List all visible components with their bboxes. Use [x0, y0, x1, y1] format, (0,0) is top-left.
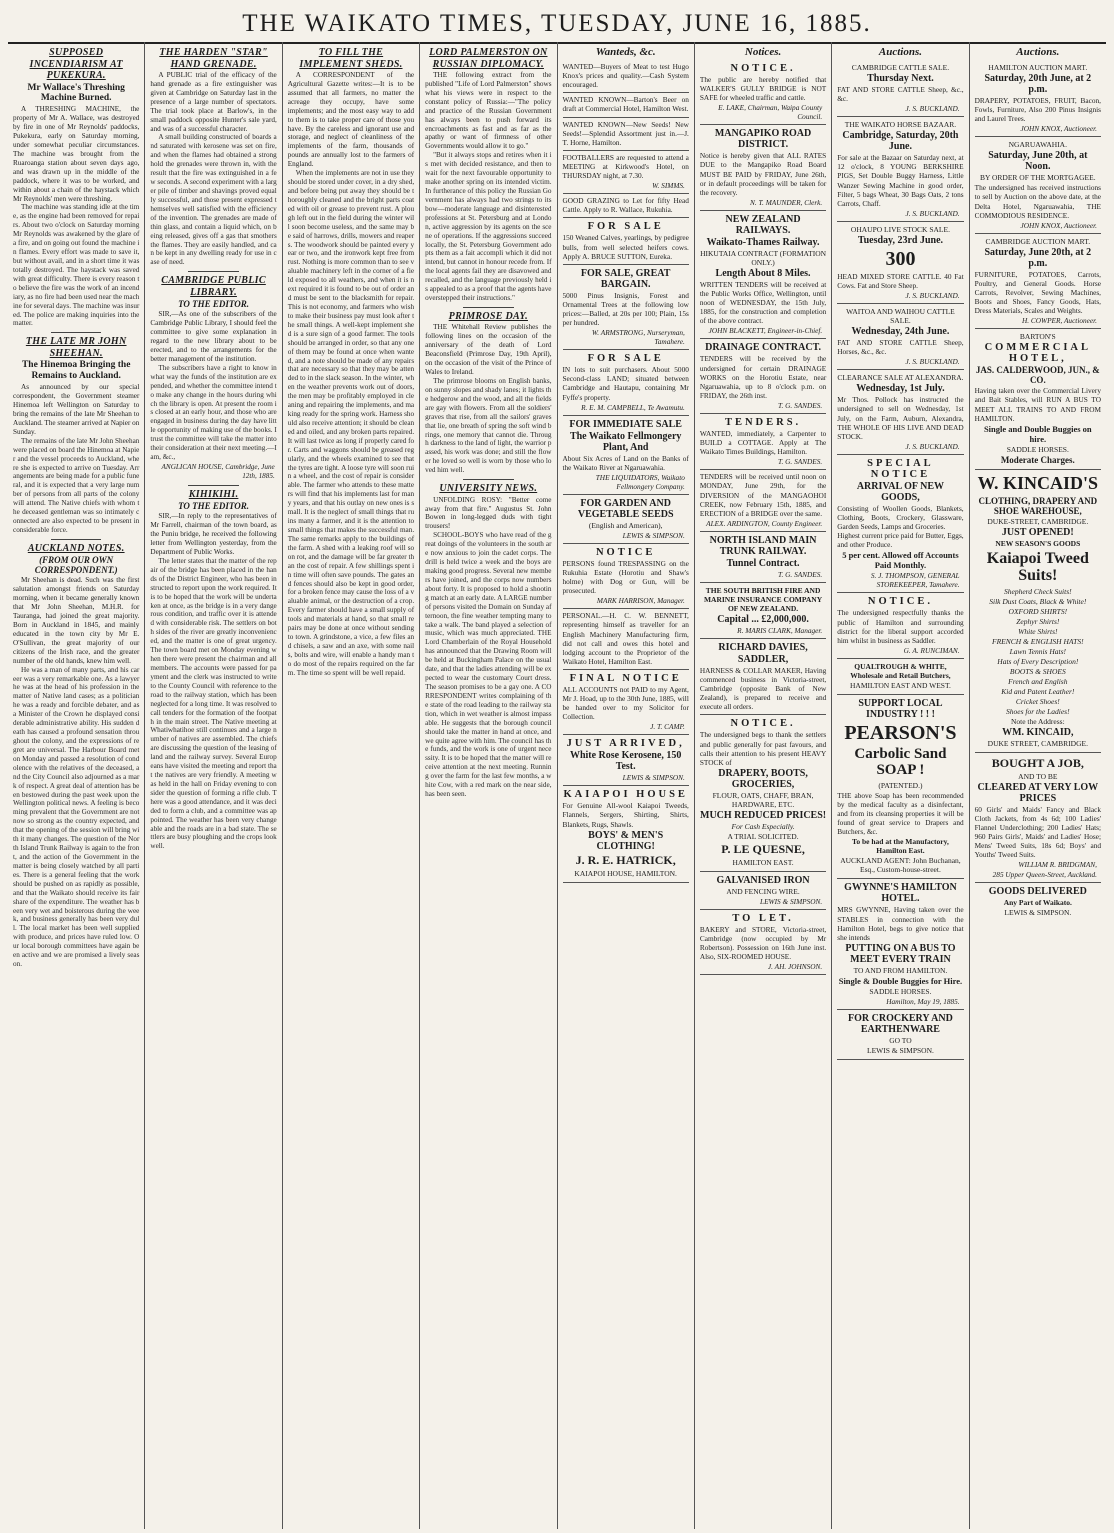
ad-goods: DRAPERY, BOOTS, GROCERIES, — [718, 767, 808, 790]
article-title: CAMBRIDGE PUBLIC LIBRARY. — [161, 275, 266, 298]
ad-signature: LEWIS & SIMPSON. — [622, 773, 685, 783]
masthead — [8, 6, 1106, 44]
ad-heading: FOR IMMEDIATE SALE — [569, 418, 682, 430]
ad-line: Silk Dust Coats, Black & White! — [989, 596, 1087, 606]
ad-heading: GALVANISED IRON — [716, 875, 810, 887]
for-sale-ad — [563, 265, 689, 350]
column-3 — [283, 42, 420, 1529]
ad-body: Having taken over the Commercial Livery and Bait Stables, will RUN A BUS TO MEET ALL TRAINS TO AND FROM HAMILTON. — [974, 386, 1101, 423]
article-body: As announced by our special correspondent, the Government steamer Hinemoa left Wellington on Saturday to bring the remains of the late Mr Sheehan to Auckland. The steamer arrived at Napier on Sunday. — [13, 383, 140, 436]
ad-subhead: BOYS' & MEN'S CLOTHING! — [588, 829, 664, 852]
ad-proprietors: JAS. CALDERWOOD, JUN., & CO. — [975, 365, 1100, 386]
store-notice — [700, 715, 826, 872]
ad-line: Shepherd Check Suits! — [1004, 586, 1072, 596]
column-1 — [8, 42, 145, 1529]
ad-agent: AUCKLAND AGENT: John Buchanan, Esq., Custom-house-street. — [840, 856, 961, 875]
ad-heading: MANGAPIKO ROAD DISTRICT. — [714, 128, 812, 151]
ad-body: Notice is hereby given that ALL RATES DUE to the Mangapiko Road Board MUST BE PAID by FRIDAY, June 26th, or in default proceedings will be taken for the recovery. — [699, 151, 827, 197]
article-kihikihi — [150, 489, 276, 852]
article-grenade — [150, 47, 276, 267]
article-title: TO FILL THE IMPLEMENT SHEDS. — [299, 47, 403, 70]
ad-heading: FOR SALE — [587, 221, 664, 233]
auction-ad — [975, 234, 1101, 330]
ad-body-2: Highest current price paid for Butter, Eggs, and other Produce. — [837, 531, 964, 550]
auction-ad — [837, 304, 963, 370]
ad-line: OXFORD SHIRTS! — [1008, 606, 1068, 616]
article-body: A CORRESPONDENT of the Agricultural Gazette writes:—It is to be assumed that all farmers, no matter the acreage they occupy, have some implements; and the most easy way to add to them is to take proper care of those you have. By the careless and ignorant use and storage, and neglect of cleanliness of the implements of the farm, thousands of pounds are annually lost to the farmers of England. — [287, 71, 415, 169]
auction-ad — [837, 370, 963, 455]
ad-signature: Hamilton, May 19, 1885. — [886, 996, 960, 1006]
ad-sub: AND FENCING WIRE. — [726, 887, 800, 897]
ad-signature: W. ARMSTRONG, Nurseryman, Tamahere. — [591, 328, 685, 347]
ad-date: Tuesday, 23rd June. — [857, 234, 944, 246]
ad-address: KAIAPOI HOUSE, HAMILTON. — [574, 868, 677, 878]
ad-sub: BY ORDER OF THE MORTGAGEE. — [980, 173, 1096, 183]
ad-body: BAKERY and STORE, Victoria-street, Cambridge (now occupied by Mr Robertson). Possession on 16th June inst. Also, SIX-ROOMED HOUSE. — [699, 925, 827, 962]
railways-ad — [700, 211, 826, 340]
ad-signature: J. S. BUCKLAND. — [905, 441, 960, 451]
ad-signature: J. S. BUCKLAND. — [905, 291, 960, 301]
ad-signature: J. S. BUCKLAND. — [905, 357, 960, 367]
ad-date: Saturday, June 20th, at 2 p.m. — [984, 246, 1092, 269]
article-body-continued: The letter states that the matter of the repair of the bridge has been placed in the hands of the District Engineer, who has been instructed to report upon the work required. It is to be hoped that the work will be undertaken at once, as the bridge is in a very dangerous condition, and traffic over it is attended with considerable risk. The settlers on both sides of the river are greatly inconvenienced, and the matter is one of great urgency. The town board met on Monday evening when there were present the chairman and all members. The accounts were passed for payment and the clerk was instructed to write to the County Council with reference to the road to the railway station, which has been neglected for a long time. It was resolved to call tenders for the formation of the footpath in the main street. The Native meeting at Whatiwhatihoe still continues and a large number of natives are assembled. The chiefs are discussing the question of the leasing of land and the railway survey. Several Europeans have visited the meeting and report that the natives are very friendly. A meeting was held in the hall on Friday evening to consider the question of forming a rifle club. There was a good attendance, and it was decided to form a club, and a committee was appointed. The weather has been very changeable and the roads are in a bad state. The settlers are busy ploughing and the crops look well. — [150, 556, 277, 851]
ad-body: For sale at the Bazaar on Saturday next, at 12 o'clock, 8 YOUNG BERKSHIRE PIGS, Set Double Buggy Harness, Little Wanzer Sewing Machine in good order, Filter, 5 bags Wheat, 30 Bags Oats, 2 tons Carrots, Chaff. — [837, 153, 964, 208]
ad-discount: 5 per cent. Allowed off Accounts Paid Monthly. — [842, 550, 959, 571]
column-4 — [420, 42, 557, 1529]
ad-body: WRITTEN TENDERS will be received at the Public Works Office, Wellington, until noon of WEDNESDAY, the 15th July, 1885, for the construction and completion of the above contract. — [699, 279, 827, 326]
ad-saddle: SADDLE HORSES. — [869, 986, 932, 996]
ad-heading: OHAUPO LIVE STOCK SALE. — [850, 224, 950, 234]
ad-patented: (PATENTED.) — [878, 780, 923, 790]
ad-heading: FINAL NOTICE — [569, 672, 682, 684]
ad-body: 60 Girls' and Maids' Fancy and Black Cloth Jackets, from 4s 6d; 100 Ladies' Flannel Underclothing; 200 Ladies' Hats; 960 Pairs Girls', Maids' and Ladies' Hose; Mens' Tweed Suits, 18s 6d; Boys' and Youths' Tweed Suits. — [974, 804, 1101, 860]
ad-body: 5000 Pinus Insignis, Forest and Ornamental Trees at the following low prices:—Balled, at 20s per 100; Plain, 15s per hundred. — [562, 290, 689, 328]
ad-length: Length About 8 Miles. — [715, 267, 811, 279]
tenders-ad — [700, 414, 826, 470]
article-body-continued: When the implements are not in use they should be stored under cover, in a dry shed, and before being put away they should be thoroughly cleaned and the bright parts coated with oil or grease to prevent rust. A plough left out in the field during the winter will soon become useless, and the same may be said of harrows, drills, mowers and reapers. The woodwork should be painted every year or two, and the ironwork kept free from rust. Nothing is more common than to see valuable machinery left in the corner of a field exposed to all weathers, and when it is next required it is found to be out of order and must be sent to the blacksmith for repair. This is not economy, and farmers who wish to make their business pay must look after the small things. A well-kept implement shed is a sure sign of a good farmer. The tools should be arranged in order, so that any one of them may be found at once when wanted, and a note should be made of any repairs that are necessary so that they may be attended to in the slack season. In the winter, when the weather prevents work out of doors, the men may be profitably employed in cleaning and repairing the implements, and making ready for the spring work. Harness should also receive attention; it should be cleaned and oiled, and any broken parts repaired. It will last twice as long if properly cared for. Carts and waggons should be greased regularly, and the wheels examined to see that the tyres are tight. A loose tyre will soon ruin a wheel, and the cost of repair is considerable. The farmer who attends to these matters will find that his implements last for many years, and that his outlay on new ones is small. It is the neglect of small things that ruins many a farmer, and it is the attention to small things that makes the successful man. The same remarks apply to the buildings of the farm. A shed with a leaking roof will soon rot, and the damage will be far greater than the cost of repair. A few shillings spent in time will often save pounds. The gates and fences should also be kept in good order, for a broken fence may cause the loss of a valuable animal, or the destruction of a crop. Every farmer should have a small supply of tools and materials at hand, so that small repairs may be done at once without sending to town. A grindstone, a vice, a few files and chisels, a saw and an axe, with some nails, bolts and wire, will enable a handy man to do most of the repairs required on the farm. The time so spent will be well repaid. — [287, 169, 415, 677]
ad-heading: DRAINAGE CONTRACT. — [705, 342, 822, 354]
ad-subhead: CLOTHING, DRAPERY AND SHOE WAREHOUSE, — [978, 495, 1098, 516]
section-heading: Auctions. — [878, 46, 922, 58]
kincaid-ad — [975, 470, 1101, 753]
ad-body: MRS GWYNNE, Having taken over the STABLES in connection with the Hamilton Hotel, begs to give notice that she intends — [837, 905, 964, 942]
column-6 — [695, 42, 832, 1529]
ad-signature: JOHN KNOX, Auctioneer. — [1020, 124, 1097, 134]
ad-heading: NORTH ISLAND MAIN TRUNK RAILWAY. — [709, 534, 817, 557]
ad-address: DUKE STREET, CAMBRIDGE. — [987, 738, 1088, 748]
to-let-ad — [700, 910, 826, 975]
ad-signature: THE LIQUIDATORS, Waikato Fellmongery Company. — [595, 472, 685, 491]
article-implement-sheds — [288, 47, 414, 678]
ad-body: TENDERS will be received until noon on MONDAY, June 29th, for the DIVERSION of the MANGAOHOI CREEK, now February 15th, 1885, and ERECTION of a BRIDGE over the same. — [699, 472, 827, 518]
article-subhead: The Hinemoa Bringing the Remains to Auckland. — [21, 360, 131, 382]
ad-heading: THE WAIKATO HORSE BAZAAR. — [844, 120, 957, 130]
wanted-ad — [563, 93, 689, 117]
column-7 — [832, 42, 969, 1529]
ad-heading: KAIAPOI HOUSE — [563, 789, 688, 801]
ad-address: 285 Upper Queen-Street, Auckland. — [992, 870, 1097, 880]
ad-body: WANTED—Buyers of Meat to test Hugo Knox's prices and quality.—Cash System encouraged. — [562, 62, 689, 90]
ad-number: 300 — [885, 247, 916, 270]
ad-body: FURNITURE, POTATOES, Carrots, Poultry, and General Goods. Horse Carrots, Revolver, Sewing Machines, Boots and Shoes, Fancy Goods, Hats, Dress Materials, Scales and Weights. — [974, 269, 1101, 316]
article-primrose — [425, 311, 551, 475]
divider — [188, 271, 239, 272]
auction-ad — [837, 222, 963, 304]
ad-trial: A TRIAL SOLICITED. — [727, 831, 799, 841]
ad-bus: PUTTING ON A BUS TO MEET EVERY TRAIN — [845, 942, 956, 965]
ad-tweed: Kaiapoi Tweed Suits! — [986, 549, 1089, 585]
ad-heading: RICHARD DAVIES, — [718, 641, 808, 653]
article-subhead: Mr Wallace's Threshing Machine Burned. — [27, 82, 125, 104]
article-body: THE following extract from the published "Life of Lord Palmerston" shows what his views were in respect to the constant policy of Russia:—"The policy and practice of the Russian Government has always been to push forward its encroachments as fast and as far as the apathy or want of firmness of other Governments would allow it to go." — [425, 71, 552, 151]
article-body: SIR,—As one of the subscribers of the Cambridge Public Library, I should feel the committee to give some explanation in regard to the new library about to be erected, and to the arrangements for the better management of the institution. — [150, 310, 277, 363]
ad-heading: GOODS DELIVERED — [988, 886, 1087, 898]
ad-heading: CAMBRIDGE AUCTION MART. — [985, 236, 1091, 246]
article-body-continued: The remains of the late Mr John Sheehan were placed on board the Hinemoa at Napier and the vessel proceeds to Auckland, where she is expected to arrive on Tuesday. Arrangements are being made for a public funeral, and it is expected that a very large number of persons from all parts of the colony will attend. The Native chiefs with whom the deceased gentleman was so intimately connected are also expected to be present in considerable force. — [13, 436, 140, 534]
ad-heading: FOR CROCKERY AND EARTHENWARE — [848, 1012, 953, 1035]
ad-heading: NOTICE. — [730, 718, 796, 730]
ad-signature: R. E. M. CAMPBELL, Te Awamutu. — [581, 402, 685, 412]
ad-body: TENDERS will be received by the undersigned for certain DRAINAGE WORKS on the Horotiu Estate, near Ngaruawahia, up to 8 o'clock p.m. on FRIDAY, the 26th inst. — [699, 354, 827, 400]
ad-subhead: Waikato-Thames Railway. — [706, 236, 820, 248]
article-sub: TO THE EDITOR. — [178, 501, 250, 512]
ad-hotel-name: COMMERCIAL HOTEL, — [984, 342, 1092, 365]
ad-body: WANTED KNOWN—Barton's Beer on draft at Commercial Hotel, Hamilton West. — [562, 95, 689, 114]
ad-sub: TO AND FROM HAMILTON. — [853, 965, 948, 975]
ad-line: White Shirts! — [1018, 626, 1058, 636]
article-title: PRIMROSE DAY. — [448, 310, 528, 322]
personal-ad — [563, 609, 689, 670]
ad-signature: J. S. BUCKLAND. — [905, 208, 960, 218]
ad-name: P. LE QUESNE, — [721, 841, 805, 856]
ad-line: Cricket Shoes! — [1015, 696, 1060, 706]
trespass-notice — [563, 544, 689, 609]
ad-line: Kid and Patent Leather! — [1001, 686, 1075, 696]
ad-body: About Six Acres of Land on the Banks of the Waikato River at Ngaruawahia. — [562, 453, 689, 472]
ad-heading: FOR SALE, GREAT BARGAIN. — [580, 267, 671, 290]
section-heading: Auctions. — [1016, 46, 1060, 58]
article-incendiarism — [13, 47, 139, 328]
ad-cleared: CLEARED AT VERY LOW PRICES — [977, 781, 1099, 804]
ad-signature: T. G. SANDES. — [777, 400, 823, 410]
ad-signature: H. COWPER, Auctioneer. — [1021, 316, 1097, 326]
article-palmerston — [425, 47, 551, 303]
ad-heading: JUST ARRIVED, — [566, 738, 685, 750]
ad-signature: J. S. BUCKLAND. — [905, 104, 960, 114]
ad-signature: T. G. SANDES. — [777, 457, 823, 467]
ad-signature: WM. KINCAID, — [1002, 726, 1074, 738]
ad-heading: PEARSON'S — [844, 721, 957, 744]
ad-heading: FOR GARDEN AND VEGETABLE SEEDS — [577, 497, 674, 520]
article-body-continued: The primrose blooms on English banks, on sunny slopes and shady lanes; it lights the hedgerow and the wood, and all the fields are gay with flowers. From all the soldiers' graves that rise, from all the sailors' graves that lie, one breath of spring the soft wind brings, one memory that cannot die. Through darkness to the land of light, the warrior passed, his work was done; and still the flower he loved so well is worn by those who loved him well. — [425, 377, 552, 475]
galvanised-iron-ad — [700, 872, 826, 910]
ad-body: White Rose Kerosene, 150 Test. — [569, 750, 682, 773]
goods-delivered-ad — [975, 883, 1101, 921]
ad-heading: W. KINCAID'S — [977, 472, 1098, 493]
ad-heading: BOUGHT A JOB, — [991, 755, 1084, 770]
ad-subhead: SADDLER, — [737, 653, 789, 665]
saddler-thanks-notice — [837, 593, 963, 658]
article-body-continued: A small building constructed of boards and saturated with kerosene was set on fire, and when the flames had obtained a strong hold the grenades were thrown in, with the result that the fire was extinguished in a few seconds. A second experiment with a larger pile of timber and shavings proved equally successful, and those present expressed themselves well satisfied with the efficiency of the invention. The grenades are made of thin glass, and contain a liquid which, on being released, gives off a gas that smothers the flames. They are easily handled, and can be kept in any dwelling ready for use in case of need. — [150, 133, 277, 267]
ad-heading: QUALTROUGH & WHITE, Wholesale and Retail Butchers, — [850, 661, 951, 680]
ad-charges: Moderate Charges. — [1000, 454, 1075, 465]
ad-signature: G. A. RUNCIMAN. — [903, 645, 960, 655]
section-heading: Notices. — [744, 46, 782, 58]
ad-new: NEW SEASON'S GOODS — [995, 538, 1081, 548]
ad-body: The undersigned begs to thank the settlers and public generally for past favours, and calls their attention to his present HEAVY STOCK of — [699, 730, 827, 767]
article-signature: ANGLICAN HOUSE, Cambridge, June 12th, 1885. — [161, 462, 275, 480]
auction-ad — [975, 137, 1101, 233]
ad-signature: LEWIS & SIMPSON. — [622, 530, 685, 540]
ad-heading: THE SOUTH BRITISH FIRE AND MARINE INSURANCE COMPANY OF NEW ZEALAND. — [703, 585, 823, 613]
ad-body: 150 Weaned Calves, yearlings, by pedigree bulls, from well selected heifers cows. Apply A. BRUCE SUTTON, Eureka. — [562, 233, 689, 261]
ad-line: BOOTS & SHOES — [1009, 666, 1066, 676]
ad-buggies: Single and Double Buggies on hire. — [983, 423, 1092, 444]
ad-heading: TENDERS. — [724, 416, 802, 428]
ad-signature: MARK HARRISON, Manager. — [596, 596, 685, 606]
columns — [8, 42, 1106, 1529]
ad-sub: AND TO BE — [1018, 771, 1058, 781]
ad-banner: SUPPORT LOCAL INDUSTRY ! ! ! — [858, 697, 943, 720]
ad-signature: LEWIS & SIMPSON. — [760, 897, 823, 907]
ad-prices: MUCH REDUCED PRICES! — [700, 809, 827, 821]
clearance-ad — [975, 753, 1101, 884]
ad-body: HARNESS & COLLAR MAKER, Having commenced business in Victoria-street, Cambridge (opposite Bank of New Zealand), is prepared to receive and execute all orders. — [699, 665, 827, 712]
article-body: A THRESHING MACHINE, the property of Mr A. Wallace, was destroyed by fire in one of Mr Reynolds' paddocks, Pukekura, early on Saturday morning, under somewhat peculiar circumstances. The machine was brought from the Ruaroanga station about seven days ago, and was drawn up in the middle of the paddock, where it was to be worked, and within about a chain of the haystack which Mr Reynolds' men were threshing. — [13, 105, 140, 203]
article-university — [425, 483, 551, 799]
ad-heading: NOTICE. — [867, 596, 933, 608]
trunk-railway-ad — [700, 532, 826, 583]
hotel-ad — [975, 329, 1101, 469]
butchers-ad — [837, 659, 963, 695]
divider — [51, 539, 102, 540]
ad-signature: WILLIAM R. BRIDGMAN, — [1018, 860, 1097, 870]
ad-capital: Capital ... £2,000,000. — [717, 613, 809, 625]
ad-signature: E. LAKE, Chairman, Waipa County Council. — [718, 103, 823, 122]
meeting-ad — [563, 151, 689, 194]
ad-body: PERSONS found TRESPASSING on the Rukuhia Estate (Horotiu and Shaw's holme) with Dog or Gun, will be prosecuted. — [562, 558, 689, 596]
immediate-sale-ad — [563, 416, 689, 495]
article-body: THE Whitehall Review publishes the following lines on the occasion of the anniversary of the death of Lord Beaconsfield (Primrose Day, 19th April), on the occasion of the visit of the Prince of Wales to Ireland. — [425, 323, 552, 377]
for-sale-ad — [563, 218, 689, 264]
kaiapoi-house-ad — [563, 786, 689, 883]
just-arrived-ad — [563, 735, 689, 786]
ad-body: WANTED, immediately, a Carpenter to BUILD a COTTAGE. Apply at The Waikato Times Buildings, Hamilton. — [699, 428, 827, 457]
ad-subhead: ARRIVAL OF NEW GOODS, — [856, 480, 945, 503]
ad-line: Lawn Tennis Hats! — [1009, 646, 1067, 656]
soap-ad — [837, 695, 963, 880]
ad-address: HAMILTON EAST. — [732, 858, 794, 868]
ad-name: J. R. E. HATRICK, — [575, 852, 676, 867]
divider — [463, 307, 514, 308]
ad-line: Zephyr Shirts! — [1016, 616, 1060, 626]
ad-body: Consisting of Woollen Goods, Blankets, Clothing, Boots, Crockery, Glassware, Garden Seeds, Lamps and Groceries. — [837, 503, 964, 532]
ad-date: Wednesday, 24th June. — [851, 326, 950, 338]
ad-signature: N. T. MAUNDER, Clerk. — [750, 197, 823, 207]
article-title: UNIVERSITY NEWS. — [439, 483, 538, 495]
ad-body: IN lots to suit purchasers. About 5000 Second-class LAND; situated between Cambridge and Hautapu, containing Mr Fyffe's property. — [562, 365, 689, 402]
article-sheehan — [13, 336, 139, 535]
for-sale-ad — [563, 350, 689, 415]
ad-body: FOOTBALLERS are requested to attend a MEETING at Kirkwood's Hotel, on THURSDAY night, at 7.30. — [562, 152, 689, 181]
ad-line: Hats of Every Description! — [997, 656, 1079, 666]
ad-sold: To be had at the Manufactory, Hamilton East. — [852, 837, 949, 856]
ad-heading: NEW ZEALAND RAILWAYS. — [725, 213, 801, 236]
column-5 — [558, 42, 695, 1529]
ad-signature: LEWIS & SIMPSON. — [866, 1045, 934, 1055]
ad-goods-sub: FLOUR, OATS, CHAFF, BRAN, HARDWARE, ETC. — [712, 790, 814, 809]
ad-body: WANTED KNOWN—New Seeds! New Seeds!—Splendid Assortment just in.—J. T. Horne, Hamilton. — [562, 119, 689, 147]
ad-signature: JOHN KNOX, Auctioneer. — [1020, 220, 1097, 230]
diversion-ad — [700, 470, 826, 532]
ad-line: Shoes for the Ladies! — [1006, 706, 1070, 716]
grazing-ad — [563, 194, 689, 218]
ad-line: French and English — [1008, 676, 1068, 686]
newspaper-title: THE WAIKATO TIMES, TUESDAY, JUNE 16, 1885. — [242, 10, 872, 37]
section-heading: Wanteds, &c. — [595, 46, 656, 58]
wanted-ad — [563, 60, 689, 93]
ad-sub: Any Part of Waikato. — [1003, 898, 1072, 908]
ad-body: The undersigned has received instructions to sell by Auction on the above date, at the Delta Hotel, Ngaruawahia, THE COMMODIOUS RESIDENCE. — [974, 183, 1101, 220]
ad-buggies: Single & Double Buggies for Hire. — [838, 975, 963, 986]
ad-heading: CAMBRIDGE CATTLE SALE. — [851, 63, 950, 72]
ad-saddle: SADDLE HORSES. — [1006, 444, 1069, 454]
article-title: AUCKLAND NOTES. — [27, 542, 125, 554]
article-library — [150, 275, 276, 481]
ad-heading: WAITOA AND WAIHOU CATTLE SALE. — [846, 307, 955, 326]
ad-signature: J. T. CAMP. — [650, 722, 685, 732]
article-body-continued: "But it always stops and retires when it is met with decided resistance, and then to wait for the next favourable opportunity to make another spring on its intended victim. In furtherance of this policy the Russian Government has always had two strings to its bow—moderate language and disinterested professions at St. Petersburg and at London, active aggression by its agents on the scene of operations. If the aggressions succeed locally, the St. Petersburg Government adopts them as a fait accompli which it did not intend, but cannot in honour recede from. If the local agents fail they are disavowed and recalled, and the language previously held is appealed to as a proof that the agents have overstepped their instructions." — [425, 151, 552, 303]
article-body: SIR,—In reply to the representatives of Mr Farrell, chairman of the town board, as the Puniu bridge, he received the following letter from Wellington yesterday, from the Department of Public Works. — [150, 512, 277, 556]
article-body-continued: The machine was standing idle at the time, as the engine had been removed for repairs. About two o'clock on Saturday morning Mr Reynolds was awakened by the glare of a fire, and on going out found the machine in flames. Every effort was made to save it, but without avail, and in a short time it was totally destroyed. The haystack was saved with great difficulty. There is every reason to believe the fire was the work of an incendiary, as no fire had been used near the machine for several days. The machine was insured. The police are making inquiries into the matter. — [13, 203, 140, 328]
ad-signature: W. SIMMS. — [652, 181, 685, 191]
article-body-continued: SCHOOL-BOYS who have read of the great doings of the volunteers in the south are now anxious to join the cadet corps. The drill is held twice a week and the boys are making good progress. Several new members have joined, and the corps now numbers about forty. It is proposed to hold a shooting match at an early date. A LARGE number of persons visited the Domain on Sunday afternoon, the fine weather tempting many to take a walk. The band played a selection of music, which was much appreciated. THE Lord Chamberlain of the Royal Household has announced that the Drawing Room will be held at Buckingham Palace on the usual date, and that the ladies attending will be expected to wear the customary Court dress. The season promises to be a gay one. A CORRESPONDENT writes complaining of the state of the road leading to the railway station, which in wet weather is almost impassable. He suggests that the borough council should take the matter in hand at once, and we quite agree with him. The council has the funds, and the work is one of urgent necessity. It is to be hoped that the matter will receive attention at the next meeting. Running over the farm for the last few months, a white Cow, with a red mark on the near side, has been seen. — [425, 531, 552, 799]
article-body-continued: He was a man of many parts, and his career was a very remarkable one. As a lawyer he was at the head of his profession in the matter of Native land cases; as a politician he was a ready and forcible debater, and as a Minister of the Crown he displayed considerable administrative ability. His sudden death has caused a profound sensation throughout the colony, and the expressions of regret are universal. The Harbour Board met on Monday and passed a resolution of condolence with the relatives of the deceased, and the City Council also adjourned as a mark of respect. A great deal of attention has been bestowed during the past week upon the Wellington political news. A feeling is becoming prevalent that the Government are not now so strong as the country expected, and that the opening of the session will bring with it many changes. The question of the North Island Trunk Railway is again to the front, and the action of the Government in the matter is being closely watched by all parties. There is a general feeling that the work should be pushed on as rapidly as possible, and that the Waikato should receive its fair share of the expenditure. The weather has been very wet and boisterous during the week, and business generally has been very dull. The local market has been well supplied with produce, and prices have ruled low. Our local borough committees have again been active and we are promised a lively season. — [13, 665, 140, 969]
article-title: THE LATE MR JOHN SHEEHAN. — [25, 336, 127, 359]
auction-ad — [975, 60, 1101, 137]
ad-heading: FOR SALE — [587, 353, 664, 365]
ad-heading: NOTICE — [595, 546, 656, 558]
ad-body: FAT AND STORE CATTLE Sheep, &c., &c. — [837, 85, 964, 104]
ad-heading: BARTON'S — [1019, 332, 1056, 342]
ad-title: The Waikato Fellmongery Plant, And — [569, 430, 682, 453]
column-8 — [970, 42, 1106, 1529]
road-district-notice — [700, 125, 826, 211]
ad-date: Wednesday, 1st July. — [856, 383, 945, 395]
ad-cash: For Cash Especially. — [731, 821, 795, 831]
auction-ad — [837, 117, 963, 222]
ad-body: Mr Thos. Pollock has instructed the undersigned to sell on Wednesday, 1st July, on the Farm, Auburn, Alexandra, THE WHOLE OF HIS LIVE AND DEAD STOCK. — [837, 395, 964, 441]
divider — [188, 485, 239, 486]
insurance-ad — [700, 583, 826, 639]
ad-address: DUKE-STREET, CAMBRIDGE. — [987, 516, 1089, 526]
seeds-ad — [563, 495, 689, 544]
ad-line: FRENCH & ENGLISH HATS! — [992, 636, 1084, 646]
ad-body: For Genuine All-wool Kaiapoi Tweeds, Flannels, Sergers, Shirting, Shirts, Blankets, Rugs, Shawls. — [562, 801, 689, 829]
divider — [51, 332, 102, 333]
ad-heading: HAMILTON AUCTION MART. — [988, 63, 1088, 72]
ad-signature: LEWIS & SIMPSON. — [1004, 908, 1072, 918]
article-body-continued: The subscribers have a right to know in what way the funds of the institution are expended, and whether the committee intend to make any change in the hours during which the library is open. At present the room is closed at an early hour, and those who are engaged in business during the day have little opportunity of making use of the books. I trust the committee will take the matter into their consideration at their next meeting.—I am, &c., — [150, 363, 277, 462]
ad-signature: ALEX. ARDINGTON, County Engineer. — [706, 518, 823, 528]
ad-sub: GO TO — [889, 1035, 912, 1045]
ad-signature: S. J. THOMPSON, GENERAL STOREKEEPER, Tamahere. — [870, 571, 960, 590]
article-sub: TO THE EDITOR. — [178, 299, 250, 310]
ad-sub: HIKUTAIA CONTRACT (FORMATION ONLY.) — [700, 248, 827, 267]
ad-date: Saturday, June 20th, at Noon. — [988, 150, 1088, 173]
ad-signature: T. G. SANDES. — [777, 569, 823, 579]
ad-product: Carbolic Sand SOAP ! — [854, 745, 947, 779]
ad-date: Cambridge, Saturday, 20th June. — [842, 130, 959, 153]
ad-body: FAT AND STORE CATTLE Sheep, Horses, &c., &c. — [837, 338, 964, 357]
ad-heading: GWYNNE'S HAMILTON HOTEL. — [844, 882, 957, 905]
bridge-notice — [700, 60, 826, 125]
ad-date: Saturday, 20th June, at 2 p.m. — [984, 73, 1092, 95]
ad-body: HEAD MIXED STORE CATTLE. 40 Fat Cows. Fat and Store Sheep. — [837, 271, 964, 290]
hotel-ad — [837, 879, 963, 1009]
final-notice-ad — [563, 670, 689, 735]
ad-body: The undersigned respectfully thanks the public of Hamilton and surrounding district for the liberal support accorded him whilst in business as Saddler. — [837, 608, 964, 645]
article-byline: (FROM OUR OWN CORRESPONDENT.) — [34, 555, 118, 576]
article-title: LORD PALMERSTON ON RUSSIAN DIPLOMACY. — [429, 47, 548, 70]
ad-signature: J. AH. JOHNSON. — [767, 962, 823, 972]
article-auckland-notes — [13, 543, 139, 969]
ad-heading: TO LET. — [732, 913, 794, 925]
ad-body: DRAPERY, POTATOES, FRUIT, Bacon, Fowls, Furniture, Also 200 Pinus Insignis and Laurel Trees. — [974, 96, 1101, 124]
article-body: UNFOLDING ROSY: "Better come away from that fire." Augustus St. John Bowen in long-legged duds with tight trousers! — [425, 495, 552, 531]
article-title: THE HARDEN "STAR" HAND GRENADE. — [159, 47, 268, 70]
wanted-ad — [563, 118, 689, 151]
ad-note: Note the Address: — [1010, 716, 1065, 726]
ad-body: The public are hereby notified that WALKER'S GULLY BRIDGE is NOT SAFE for wheeled traffic and cattle. — [699, 75, 827, 103]
ad-body: GOOD GRAZING to Let for fifty Head Cattle. Apply to R. Wallace, Rukuhia. — [562, 196, 689, 215]
ad-heading: NOTICE. — [730, 63, 796, 74]
special-notice-ad — [837, 455, 963, 594]
ad-opened: JUST OPENED! — [1001, 526, 1074, 538]
ad-date: Thursday Next. — [867, 73, 934, 84]
ad-signature: JOHN BLACKETT, Engineer-in-Chief. — [708, 326, 823, 336]
crockery-ad — [837, 1010, 963, 1060]
article-body: Mr Sheehan is dead. Such was the first salutation amongst friends on Saturday morning, when it became generally known that Mr John Sheehan, M.H.R. for Tauranga, had joined the great majority. Born in Auckland in 1845, and mainly educated in the town city by Mr E. O'Sullivan, the great majority of our citizens of the Irish race, and the greater number of the old hands, knew him well. — [13, 576, 140, 665]
article-body: A PUBLIC trial of the efficacy of the hand grenade as a fire extinguisher was given at Cambridge on Saturday last in the presence of a large number of spectators. The trial took place at Barlow's, in the small paddock opposite Hunter's sale yard, and was of a successful character. — [150, 71, 277, 133]
drainage-ad — [700, 339, 826, 414]
ad-heading: NGARUAWAHIA. — [1008, 140, 1067, 150]
article-title: SUPPOSED INCENDIARISM AT PUKEKURA. — [29, 47, 123, 81]
ad-heading: CLEARANCE SALE AT ALEXANDRA. — [837, 373, 964, 383]
ad-sub: HAMILTON EAST AND WEST. — [850, 680, 951, 690]
saddler-ad — [700, 639, 826, 716]
ad-subhead: Tunnel Contract. — [726, 557, 800, 569]
ad-body: THE above Soap has been recommended by the medical faculty as a disinfectant, and from its cleansing properties it will be found of great service to Drapers and Butchers, &c. — [837, 790, 964, 837]
ad-sub: (English and American), — [588, 520, 663, 530]
divider — [463, 479, 514, 480]
auction-ad — [837, 60, 963, 117]
ad-body: PERSONAL.—H. C. W. BENNETT, representing himself as traveller for an English Machinery Manufacturing firm, did not call and owes this hotel and lodging account to the Proprietor of the Waikato Hotel, Hamilton East. — [562, 611, 689, 666]
ad-heading: SPECIAL NOTICE — [867, 457, 934, 480]
ad-body: ALL ACCOUNTS not PAID to my Agent, Mr J. Hoad, up to the 30th June, 1885, will be handed over to my Solicitor for Collection. — [562, 684, 689, 722]
column-2 — [145, 42, 282, 1529]
article-title: KIHIKIHI. — [188, 488, 239, 500]
ad-signature: R. MARIS CLARK, Manager. — [737, 625, 823, 635]
